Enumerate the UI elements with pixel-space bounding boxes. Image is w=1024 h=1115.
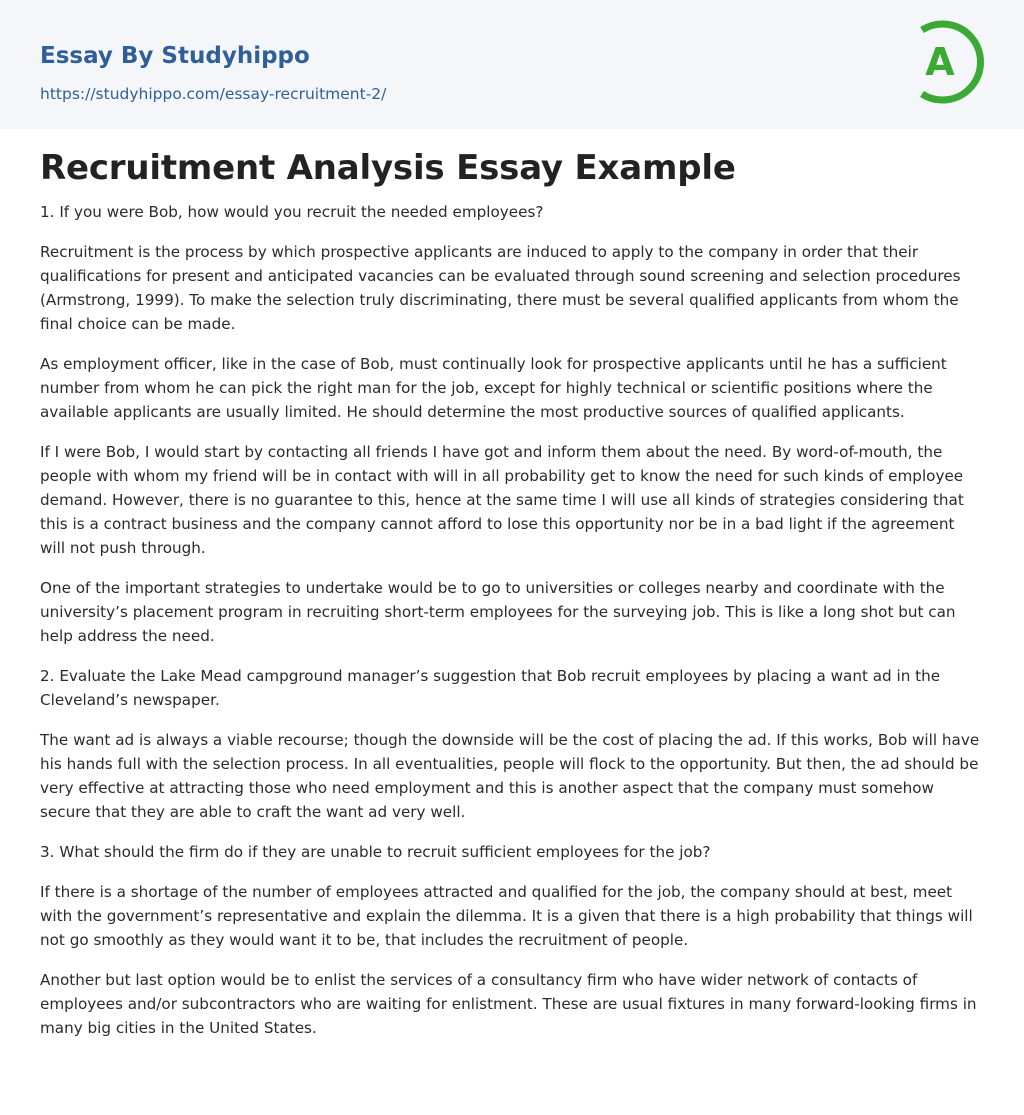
- essay-content: [40, 142, 984, 1056]
- paragraph: One of the important strategies to undertake would be to go to universities or colleges nearby and coordinate with the university’s placement program in recruiting short-term employees for the surveying job. This is like a long shot but can help address the need.: [40, 579, 956, 645]
- essay-url-link[interactable]: https://studyhippo.com/essay-recruitment-2/: [40, 85, 387, 103]
- paragraph: Another but last option would be to enlist the services of a consultancy firm who have wider network of contacts of employees and/or subcontractors who are waiting for enlistment. These are usual fixtures in many forward-looking firms in many big cities in the United States.: [40, 971, 977, 1037]
- question-3: 3. What should the firm do if they are unable to recruit sufficient employees for the job?: [40, 843, 711, 861]
- paragraph: The want ad is always a viable recourse; though the downside will be the cost of placing the ad. If this works, Bob will have his hands full with the selection process. In all eventualities, people will flock to the opportunity. But then, the ad should be very effective at attracting those who need employment and this is another aspect that the company must somehow secure that they are able to craft the want ad very well.: [40, 731, 980, 821]
- question-2: 2. Evaluate the Lake Mead campground manager’s suggestion that Bob recruit employees by placing a want ad in the Cleveland’s newspaper.: [40, 667, 941, 709]
- paragraph: As employment officer, like in the case of Bob, must continually look for prospective applicants until he has a sufficient number from whom he can pick the right man for the job, except for highly technical or scientific positions where the available applicants are usually limited. He should determine the most productive sources of qualified applicants.: [40, 355, 947, 421]
- question-1: 1. If you were Bob, how would you recruit the needed employees?: [40, 203, 544, 221]
- paragraph: Recruitment is the process by which prospective applicants are induced to apply to the company in order that their qualifications for present and anticipated vacancies can be evaluated through sound screening and selection procedures (Armstrong, 1999). To make the selection truly discriminating, there must be several qualified applicants from whom the final choice can be made.: [40, 243, 961, 333]
- studyhippo-logo-icon[interactable]: [910, 18, 988, 106]
- paragraph: If I were Bob, I would start by contacting all friends I have got and inform them about the need. By word-of-mouth, the people with whom my friend will be in contact with will in all probability get to know the need for such kinds of employee demand. However, there is no guarantee to this, hence at the same time I will use all kinds of strategies considering that this is a contract business and the company cannot afford to lose this opportunity nor be in a bad light if the agreement will not push through.: [40, 443, 964, 557]
- essay-title: Recruitment Analysis Essay Example: [40, 148, 736, 188]
- site-header: [0, 0, 1024, 129]
- site-title[interactable]: Essay By Studyhippo: [40, 43, 310, 69]
- logo-letter: A: [925, 40, 955, 84]
- paragraph: If there is a shortage of the number of employees attracted and qualified for the job, the company should at best, meet with the government’s representative and explain the dilemma. It is a given that there is a high probability that things will not go smoothly as they would want it to be, that includes the recruitment of people.: [40, 883, 973, 949]
